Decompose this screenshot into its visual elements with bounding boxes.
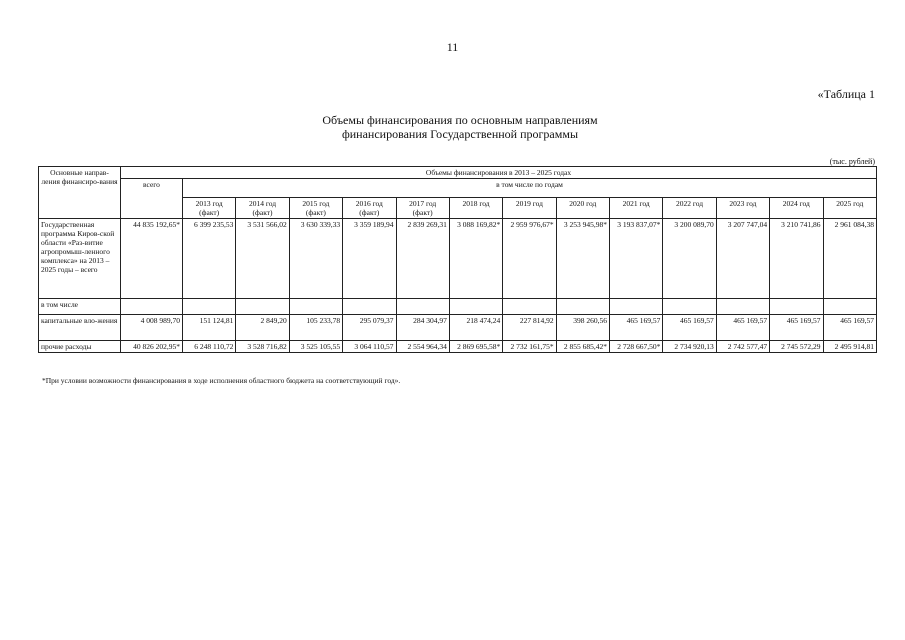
title-line-2: финансирования Государственной программы xyxy=(341,127,578,141)
cell-value: 2 742 577,47 xyxy=(716,341,769,353)
header-row-2 xyxy=(39,179,877,198)
year-header: 2018 год xyxy=(449,198,502,219)
year-header: 2014 год (факт) xyxy=(236,198,289,219)
cell-value: 227 814,92 xyxy=(503,315,556,341)
cell-value: 2 734 920,13 xyxy=(663,341,716,353)
cell-value: 2 728 667,50* xyxy=(610,341,663,353)
cell-value: 3 064 110,57 xyxy=(343,341,396,353)
table-row-including xyxy=(39,299,877,315)
cell-total: 44 835 192,65* xyxy=(121,219,183,299)
year-header: 2023 год xyxy=(716,198,769,219)
year-header: 2015 год (факт) xyxy=(289,198,342,219)
unit-label: (тыс. рублей) xyxy=(829,157,875,166)
table-label: «Таблица 1 xyxy=(817,87,875,101)
row-label-other: прочие расходы xyxy=(39,341,121,353)
cell-value: 465 169,57 xyxy=(663,315,716,341)
title-line-1: Объемы финансирования по основным направлениям xyxy=(322,113,598,127)
row-label-capital: капитальные вло-жения xyxy=(39,315,121,341)
year-header: 2016 год (факт) xyxy=(343,198,396,219)
cell-value: 151 124,81 xyxy=(183,315,236,341)
header-row-1 xyxy=(39,167,877,179)
cell-value: 105 233,78 xyxy=(289,315,342,341)
cell-total: 4 008 989,70 xyxy=(121,315,183,341)
header-directions: Основные направ-ления финансиро-вания xyxy=(39,167,121,219)
cell-value: 2 554 964,34 xyxy=(396,341,449,353)
cell-value: 218 474,24 xyxy=(449,315,502,341)
footnote: *При условии возможности финансирования в ходе исполнения областного бюджета на соответствующий год». xyxy=(42,376,401,385)
header-by-years: в том числе по годам xyxy=(183,179,877,198)
cell-value: 3 630 339,33 xyxy=(289,219,342,299)
cell-value: 284 304,97 xyxy=(396,315,449,341)
cell-value: 3 253 945,98* xyxy=(556,219,609,299)
cell-value: 3 200 089,70 xyxy=(663,219,716,299)
cell-value: 2 849,20 xyxy=(236,315,289,341)
cell-value: 2 961 084,38 xyxy=(823,219,877,299)
cell-value: 465 169,57 xyxy=(610,315,663,341)
cell-value: 2 959 976,67* xyxy=(503,219,556,299)
cell-value: 2 855 685,42* xyxy=(556,341,609,353)
year-header: 2017 год (факт) xyxy=(396,198,449,219)
cell-value: 3 528 716,82 xyxy=(236,341,289,353)
row-label-program: Государственная программа Киров-ской области «Раз-витие агропромыш-ленного комплекса» на 2013 – 2025 годы – всего xyxy=(39,219,121,299)
document-title xyxy=(0,113,905,141)
row-label-including: в том числе xyxy=(39,299,121,315)
cell-total: 40 826 202,95* xyxy=(121,341,183,353)
header-volumes: Объемы финансирования в 2013 – 2025 годах xyxy=(121,167,877,179)
cell-value: 6 399 235,53 xyxy=(183,219,236,299)
cell-value: 2 732 161,75* xyxy=(503,341,556,353)
cell-value: 465 169,57 xyxy=(823,315,877,341)
cell-value: 2 839 269,31 xyxy=(396,219,449,299)
year-header: 2021 год xyxy=(610,198,663,219)
table-row-program xyxy=(39,219,877,299)
cell-value: 3 359 189,94 xyxy=(343,219,396,299)
year-header: 2019 год xyxy=(503,198,556,219)
cell-value: 3 193 837,07* xyxy=(610,219,663,299)
cell-value: 465 169,57 xyxy=(716,315,769,341)
page-number: 11 xyxy=(446,40,459,54)
cell-value: 6 248 110,72 xyxy=(183,341,236,353)
cell-value: 398 260,56 xyxy=(556,315,609,341)
year-header: 2022 год xyxy=(663,198,716,219)
cell-value: 2 745 572,29 xyxy=(770,341,823,353)
cell-value: 3 525 105,55 xyxy=(289,341,342,353)
table-row-capital xyxy=(39,315,877,341)
year-header: 2020 год xyxy=(556,198,609,219)
cell-value: 295 079,37 xyxy=(343,315,396,341)
cell-value: 465 169,57 xyxy=(770,315,823,341)
year-header: 2024 год xyxy=(770,198,823,219)
cell-value: 3 207 747,04 xyxy=(716,219,769,299)
cell-value: 3 210 741,86 xyxy=(770,219,823,299)
year-header: 2013 год (факт) xyxy=(183,198,236,219)
cell-value: 3 531 566,02 xyxy=(236,219,289,299)
cell-value: 2 495 914,81 xyxy=(823,341,877,353)
table-row-other xyxy=(39,341,877,353)
cell-value: 2 869 695,58* xyxy=(449,341,502,353)
financing-table xyxy=(38,166,877,353)
header-total: всего xyxy=(121,179,183,219)
cell-value: 3 088 169,82* xyxy=(449,219,502,299)
year-header: 2025 год xyxy=(823,198,877,219)
